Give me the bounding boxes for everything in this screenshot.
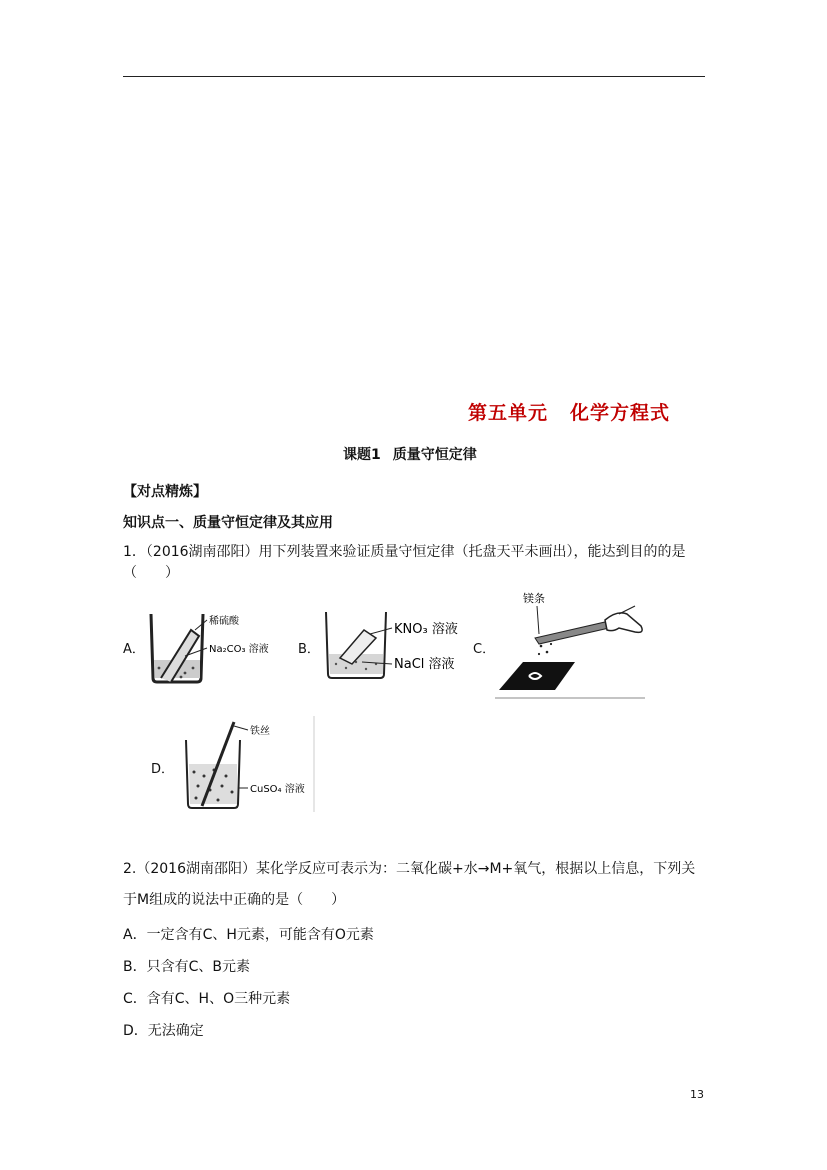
q1-option-d-label: D． <box>151 762 175 777</box>
unit-title-name: 化学方程式 <box>570 402 671 424</box>
q1-stem-line2: （ ） <box>123 565 179 581</box>
knowledge-point-heading: 知识点一、质量守恒定律及其应用 <box>123 515 333 531</box>
q2-option-b: B．只含有C、B元素 <box>123 959 250 975</box>
q1-option-b-figure <box>320 606 480 686</box>
q1-option-a-reagent1: 稀硫酸 <box>209 616 239 627</box>
unit-title-number: 第五单元 <box>468 402 549 424</box>
q2-option-d: D．无法确定 <box>123 1023 204 1039</box>
q1-stem-line1: 1．（2016湖南邵阳）用下列装置来验证质量守恒定律（托盘天平未画出），能达到目的的是 <box>123 544 686 560</box>
header-rule <box>123 76 705 77</box>
q1-option-a-reagent2: Na₂CO₃ 溶液 <box>209 644 269 655</box>
q1-option-d-reagent2: CuSO₄ 溶液 <box>250 784 305 795</box>
q2-option-c: C．含有C、H、O三种元素 <box>123 991 291 1007</box>
lesson-title <box>343 444 477 464</box>
q1-option-c-label: C． <box>473 642 496 657</box>
q1-option-c-reagent1: 镁条 <box>523 592 545 605</box>
q2-stem-line2: 于M组成的说法中正确的是（ ） <box>123 892 346 908</box>
unit-title <box>468 398 670 425</box>
q1-option-d-figure <box>180 716 320 812</box>
lesson-number: 课题1 <box>343 447 381 463</box>
q1-option-b-reagent2: NaCl 溶液 <box>394 657 455 672</box>
lesson-name: 质量守恒定律 <box>392 447 477 463</box>
section-heading: 【对点精炼】 <box>123 484 207 500</box>
q1-option-a-label: A． <box>123 642 145 657</box>
q1-option-d-reagent1: 铁丝 <box>250 726 270 737</box>
q1-option-c-figure <box>495 586 647 700</box>
page-number: 13 <box>690 1088 704 1101</box>
q1-option-b-reagent1: KNO₃ 溶液 <box>394 622 458 637</box>
q2-stem-line1: 2.（2016湖南邵阳）某化学反应可表示为：二氧化碳+水→M+氧气，根据以上信息，下列关 <box>123 861 696 877</box>
q2-option-a: A．一定含有C、H元素，可能含有O元素 <box>123 927 374 943</box>
q1-option-a-figure <box>145 608 285 686</box>
q1-option-b-label: B． <box>298 642 320 657</box>
